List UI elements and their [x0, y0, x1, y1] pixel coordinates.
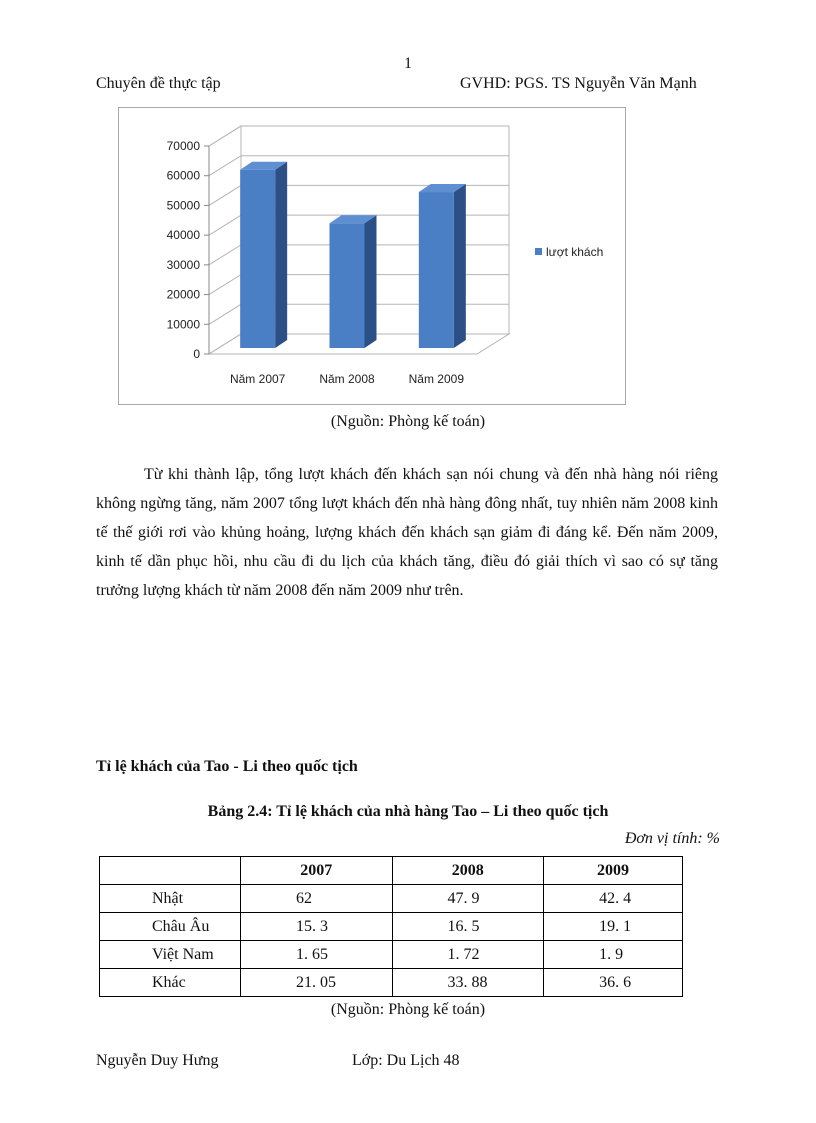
y-tick-label: 50000 [166, 198, 200, 213]
table-header-row [100, 857, 683, 885]
row-label: Khác [100, 969, 241, 997]
table-caption: Bảng 2.4: Tỉ lệ khách của nhà hàng Tao – Li theo quốc tịch [207, 803, 609, 820]
chart-source: (Nguồn: Phòng kế toán) [330, 413, 486, 430]
bar [330, 223, 365, 348]
table-header-cell: 2008 [392, 857, 544, 885]
table-cell: 42. 4 [544, 885, 683, 913]
bar-side [365, 215, 377, 348]
table-row [100, 913, 683, 941]
row-label: Châu Âu [100, 913, 241, 941]
x-tick-label: Năm 2007 [229, 372, 286, 386]
body-paragraph [96, 460, 718, 605]
footer-class: Lớp: Du Lịch 48 [352, 1052, 460, 1069]
y-tick-label: 60000 [166, 168, 200, 183]
bar-side [454, 184, 466, 348]
y-tick-label: 40000 [166, 228, 200, 243]
table-header-cell: 2007 [241, 857, 393, 885]
y-tick-label: 70000 [166, 139, 200, 153]
section-title: Tỉ lệ khách của Tao - Li theo quốc tịch [96, 758, 358, 775]
x-tick-label: Năm 2009 [408, 372, 465, 386]
footer-author: Nguyễn Duy Hưng [96, 1052, 219, 1069]
chart-side-wall [209, 126, 241, 354]
table-cell: 16. 5 [392, 913, 544, 941]
y-tick-label: 10000 [166, 317, 200, 332]
nationality-table [99, 856, 683, 997]
row-label: Việt Nam [100, 941, 241, 969]
table-cell: 1. 9 [544, 941, 683, 969]
y-tick-label: 0 [193, 347, 200, 361]
row-label: Nhật [100, 885, 241, 913]
x-tick-label: Năm 2008 [319, 372, 375, 386]
table-cell: 1. 65 [241, 941, 393, 969]
legend-swatch [535, 248, 542, 255]
bar [419, 192, 454, 348]
y-tick-label: 30000 [166, 257, 200, 272]
bar-side [275, 162, 287, 348]
table-row [100, 969, 683, 997]
bar-chart [119, 108, 625, 404]
table-row [100, 885, 683, 913]
unit-label: Đơn vị tính: % [624, 830, 720, 847]
table-header-cell [100, 857, 241, 885]
header-right: GVHD: PGS. TS Nguyễn Văn Mạnh [460, 75, 697, 92]
table-cell: 21. 05 [241, 969, 393, 997]
bar [240, 170, 275, 348]
legend-label: lượt khách [546, 245, 604, 259]
chart-frame [118, 107, 626, 405]
table-cell: 47. 9 [392, 885, 544, 913]
header-left: Chuyên đề thực tập [96, 75, 221, 92]
table-cell: 19. 1 [544, 913, 683, 941]
table-cell: 36. 6 [544, 969, 683, 997]
table-cell: 33. 88 [392, 969, 544, 997]
page-number: 1 [404, 55, 412, 72]
paragraph-text: Từ khi thành lập, tổng lượt khách đến khách sạn nói chung và đến nhà hàng nói riêng không ngừng tăng, năm 2007 tổng lượt khách đến nhà hàng đông nhất, tuy nhiên năm 2008 kinh tế thế giới rơi vào khủng hoảng, lượng khách đến khách sạn giảm đi đáng kể. Đến năm 2009, kinh tế dần phục hồi, nhu cầu đi du lịch của khách tăng, điều đó giải thích vì sao có sự tăng trưởng lượng khách từ năm 2008 đến năm 2009 như trên. [96, 466, 718, 599]
table-cell: 15. 3 [241, 913, 393, 941]
table-source: (Nguồn: Phòng kế toán) [330, 1001, 486, 1018]
y-tick-label: 20000 [166, 287, 200, 302]
table-cell: 62 [241, 885, 393, 913]
table-row [100, 941, 683, 969]
table-header-cell: 2009 [544, 857, 683, 885]
table-cell: 1. 72 [392, 941, 544, 969]
